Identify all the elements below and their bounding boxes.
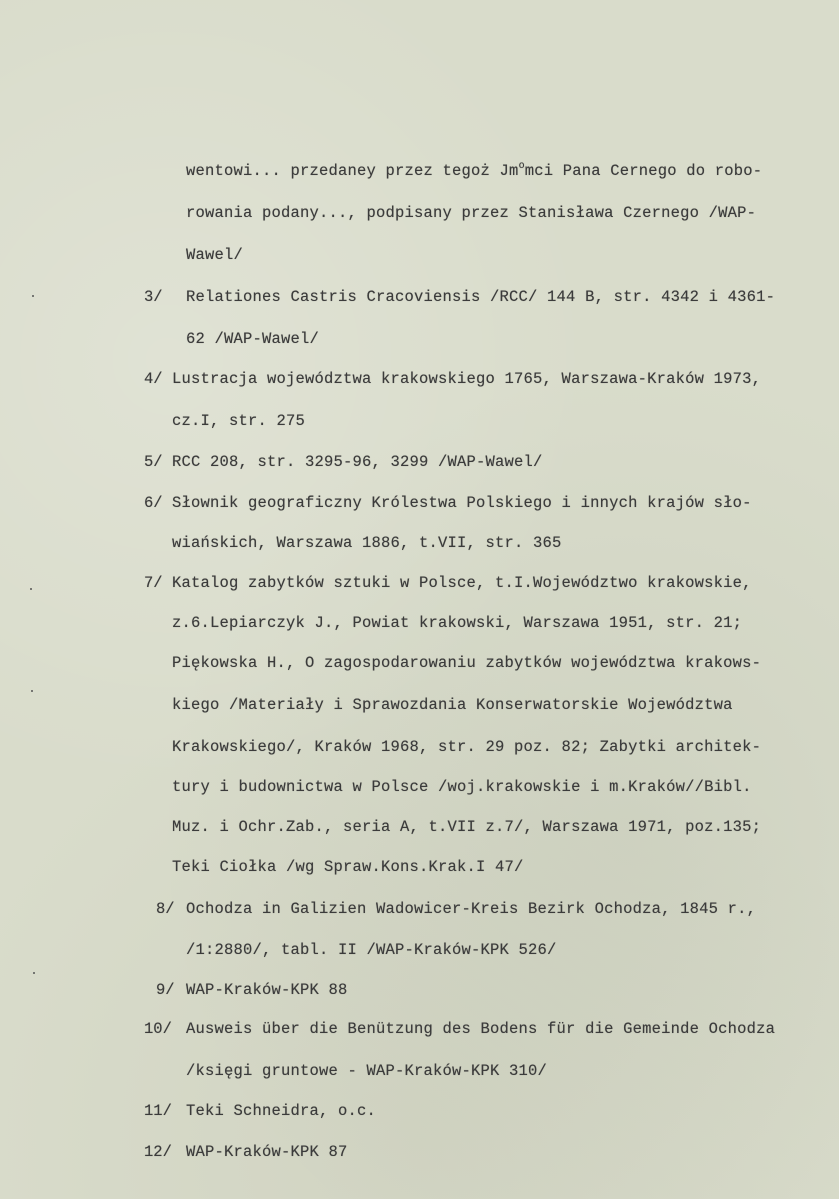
footnote-5-line-1: RCC 208, str. 3295-96, 3299 /WAP-Wawel/	[172, 453, 543, 471]
footnote-7-line-4: kiego /Materiały i Sprawozdania Konserwatorskie Województwa	[172, 696, 733, 714]
margin-speck	[30, 588, 32, 590]
footnote-9-line-1: WAP-Kraków-KPK 88	[186, 981, 348, 999]
footnote-5-number: 5/	[144, 453, 163, 471]
margin-speck	[33, 972, 35, 974]
footnote-10-line-2: /księgi gruntowe - WAP-Kraków-KPK 310/	[186, 1062, 548, 1080]
footnote-10-line-1: Ausweis über die Benützung des Bodens für die Gemeinde Ochodza	[186, 1020, 776, 1038]
footnote-7-line-6: tury i budownictwa w Polsce /woj.krakowskie i m.Kraków//Bibl.	[172, 778, 752, 796]
footnote-7-line-2: z.6.Lepiarczyk J., Powiat krakowski, Warszawa 1951, str. 21;	[172, 614, 743, 632]
intro-line-3: Wawel/	[186, 246, 244, 264]
footnote-12-line-1: WAP-Kraków-KPK 87	[186, 1143, 348, 1161]
footnote-7-line-7: Muz. i Ochr.Zab., seria A, t.VII z.7/, Warszawa 1971, poz.135;	[172, 818, 762, 836]
footnote-6-number: 6/	[144, 494, 163, 512]
footnote-11-number: 11/	[144, 1102, 172, 1120]
intro-line-2: rowania podany..., podpisany przez Stanisława Czernego /WAP-	[186, 204, 757, 222]
footnote-12-number: 12/	[144, 1143, 172, 1161]
footnote-8-line-1: Ochodza in Galizien Wadowicer-Kreis Bezirk Ochodza, 1845 r.,	[186, 900, 757, 918]
footnote-6-line-1: Słownik geograficzny Królestwa Polskiego i innych krajów sło-	[172, 494, 752, 512]
footnote-10-number: 10/	[144, 1020, 172, 1038]
footnote-7-line-5: Krakowskiego/, Kraków 1968, str. 29 poz. 82; Zabytki architek-	[172, 738, 762, 756]
footnote-6-line-2: wiańskich, Warszawa 1886, t.VII, str. 365	[172, 534, 562, 552]
footnote-3-number: 3/	[144, 288, 163, 306]
margin-speck	[32, 295, 34, 297]
footnote-4-number: 4/	[144, 370, 163, 388]
footnote-3-line-2: 62 /WAP-Wawel/	[186, 330, 320, 348]
footnote-7-line-8: Teki Ciołka /wg Spraw.Kons.Krak.I 47/	[172, 858, 524, 876]
margin-speck	[31, 690, 33, 692]
footnote-3-line-1: Relationes Castris Cracoviensis /RCC/ 144 B, str. 4342 i 4361-	[186, 288, 776, 306]
footnote-9-number: 9/	[156, 981, 175, 999]
footnote-7-line-1: Katalog zabytków sztuki w Polsce, t.I.Województwo krakowskie,	[172, 574, 752, 592]
footnote-11-line-1: Teki Schneidra, o.c.	[186, 1102, 377, 1120]
footnote-8-line-2: /1:2880/, tabl. II /WAP-Kraków-KPK 526/	[186, 941, 557, 959]
footnote-7-number: 7/	[144, 574, 163, 592]
footnote-7-line-3: Piękowska H., O zagospodarowaniu zabytków województwa krakows-	[172, 654, 762, 672]
footnote-4-line-1: Lustracja województwa krakowskiego 1765, Warszawa-Kraków 1973,	[172, 370, 762, 388]
intro-line-1: wentowi... przedaney przez tegoż Jm$^o$mci Pana Cernego do robo-	[186, 161, 763, 180]
footnote-4-line-2: cz.I, str. 275	[172, 412, 306, 430]
footnote-8-number: 8/	[156, 900, 175, 918]
